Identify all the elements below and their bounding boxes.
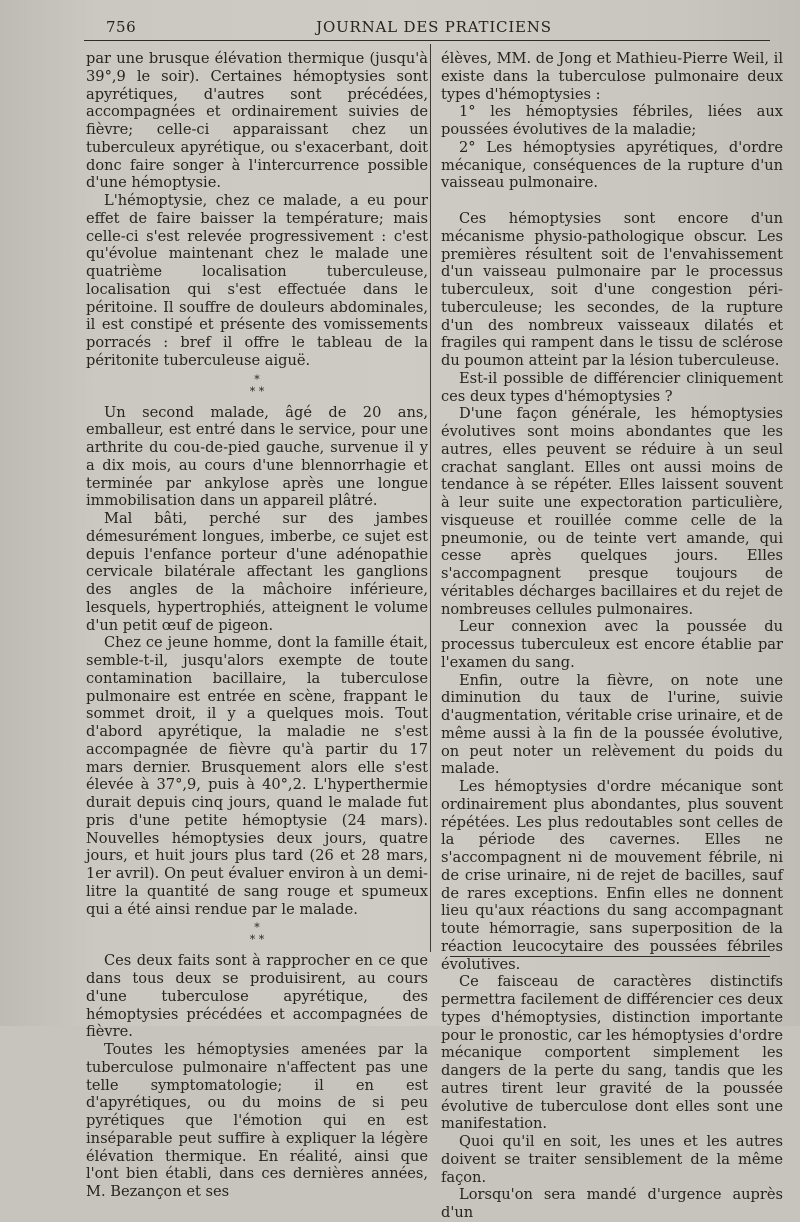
paragraph: Quoi qu'il en soit, les unes et les autres doivent se traiter sensiblement de la même façon. [441,1133,783,1186]
page-header [100,16,768,40]
paragraph: Enfin, outre la fièvre, on note une diminution du taux de l'urine, suivie d'augmentation, véritable crise urinaire, et de même aussi à la fin de la poussée évolutive, on peut noter un relèvement du poids du malade. [441,671,784,778]
paragraph: Mal bâti, perché sur des jambes démesurément longues, imberbe, ce sujet est depuis l'enfance porteur d'une adénopathie cervicale bilatérale affectant les ganglions des angles de la mâchoire inférieure, lesquels, hypertrophiés, atteignent le volume d'un petit œuf de pigeon. [86,510,428,634]
paragraph: Ce faisceau de caractères distinctifs permettra facilement de différencier ces deux types d'hémoptysies, distinction importante pour le pronostic, car les hémoptysies d'ordre mécanique comportent simplement les dangers de la perte du sang, tandis que les autres tirent leur gravité de la poussée évolutive de tuberculose dont elles sont une manifestation. [441,973,783,1133]
paragraph: Est-il possible de différencier cliniquement ces deux types d'hémoptysies ? [441,369,783,405]
section-asterism: * * * [249,921,265,947]
page-number: 756 [106,18,137,36]
header-rule [84,40,770,41]
section-asterism: * * * [249,372,265,398]
bottom-rule [450,956,770,957]
list-item: 1° les hémoptysies fébriles, liées aux poussées évolutives de la maladie; [441,103,783,138]
left-text-column [86,50,428,1200]
paragraph: Ces hémoptysies sont encore d'un mécanisme physio-pathologique obscur. Les premières résultent soit de l'envahissement d'un vaisseau pulmonaire par le processus tuberculeux, soit d'une congestion péri-tuberculeuse; les secondes, de la rupture d'un des nombreux vaisseaux dilatés et fragiles qui rampent dans le tissu de sclérose du poumon atteint par la lésion tuberculeuse. [441,210,783,369]
paragraph: élèves, MM. de Jong et Mathieu-Pierre Weil, il existe dans la tuberculose pulmonaire deux types d'hémoptysies : [441,50,783,103]
paragraph: Les hémoptysies d'ordre mécanique sont ordinairement plus abondantes, plus souvent répétées. Les plus redoutables sont celles de la période des cavernes. Elles ne s'accompagnent ni de mouvement fébrile, ni de crise urinaire, ni de rejet de bacilles, sauf de rares exceptions. Enfin elles ne donnent lieu qu'aux réactions du sang accompagnant toute hémorragie, sans superposition de la réaction leucocytaire des poussées fébriles évolutives. [441,778,783,973]
running-title: JOURNAL DES PRATICIENS [316,18,552,36]
paragraph: Un second malade, âgé de 20 ans, emballeur, est entré dans le service, pour une arthrite du cou-de-pied gauche, survenue il y a dix mois, au cours d'une blennorrhagie et terminée par ankylose après une longue immobilisation dans un appareil plâtré. [86,403,428,510]
list-item: 2° Les hémoptysies apyrétiques, d'ordre mécanique, conséquences de la rupture d'un vaisseau pulmonaire. [441,138,783,192]
paragraph: Ces deux faits sont à rapprocher en ce que dans tous deux se produisirent, au cours d'une tuberculose apyrétique, des hémoptysies précédées et accompagnées de fièvre. [86,952,428,1041]
right-text-column [441,50,784,1221]
paragraph: par une brusque élévation thermique (jusqu'à 39°,9 le soir). Certaines hémoptysies sont apyrétiques, d'autres sont précédées, accompagnées et ordinairement suivies de fièvre; celle-ci apparaissant chez un tuberculeux apyrétique, ou s'exacerbant, doit donc faire songer à l'intercurrence possible d'une hémoptysie. [86,50,428,192]
paragraph: D'une façon générale, les hémoptysies évolutives sont moins abondantes que les autres, elles peuvent se réduire à un seul crachat sanglant. Elles ont aussi moins de tendance à se répéter. Elles laissent souvent à leur suite une expectoration particulière, visqueuse et rouillée comme celle de la pneumonie, ou de teinte vert amande, qui cesse après quelques jours. Elles s'accompagnent presque toujours de véritables décharges bacillaires et du rejet de nombreuses cellules pulmonaires. [441,405,783,618]
paragraph: Lorsqu'on sera mandé d'urgence auprès d'un [441,1186,783,1221]
column-divider [430,44,431,952]
paragraph: Toutes les hémoptysies amenées par la tuberculose pulmonaire n'affectent pas une telle symptomatologie; il en est d'apyrétiques, ou du moins de si peu pyrétiques que l'émotion qui en est inséparable peut suffire à expliquer la légère élévation thermique. En réalité, ainsi que l'ont bien établi, dans ces dernières années, M. Bezançon et ses [86,1041,428,1200]
paragraph: L'hémoptysie, chez ce malade, a eu pour effet de faire baisser la température; mais celle-ci s'est relevée progressivement : c'est qu'évolue maintenant chez le malade une quatrième localisation tuberculeuse, localisation qui s'est effectuée dans le péritoine. Il souffre de douleurs abdominales, il est constipé et présente des vomissements porracés : bref il offre le tableau de la péritonite tuberculeuse aiguë. [86,192,428,369]
paragraph: Chez ce jeune homme, dont la famille était, semble-t-il, jusqu'alors exempte de toute contamination bacillaire, la tuberculose pulmonaire est entrée en scène, frappant le sommet droit, il y a quelques mois. Tout d'abord apyrétique, la maladie ne s'est accompagnée de fièvre qu'à partir du 17 mars dernier. Brusquement alors elle s'est élevée à 37°,9, puis à 40°,2. L'hyperthermie durait depuis cinq jours, quand le malade fut pris d'une petite hémoptysie (24 mars). Nouvelles hémoptysies deux jours, quatre jours, et huit jours plus tard (26 et 28 mars, 1er avril). On peut évaluer environ à un demi-litre la quantité de sang rouge et spumeux qui a été ainsi rendue par le malade. [86,634,428,918]
paragraph: Leur connexion avec la poussée du processus tuberculeux est encore établie par l'examen du sang. [441,618,783,671]
